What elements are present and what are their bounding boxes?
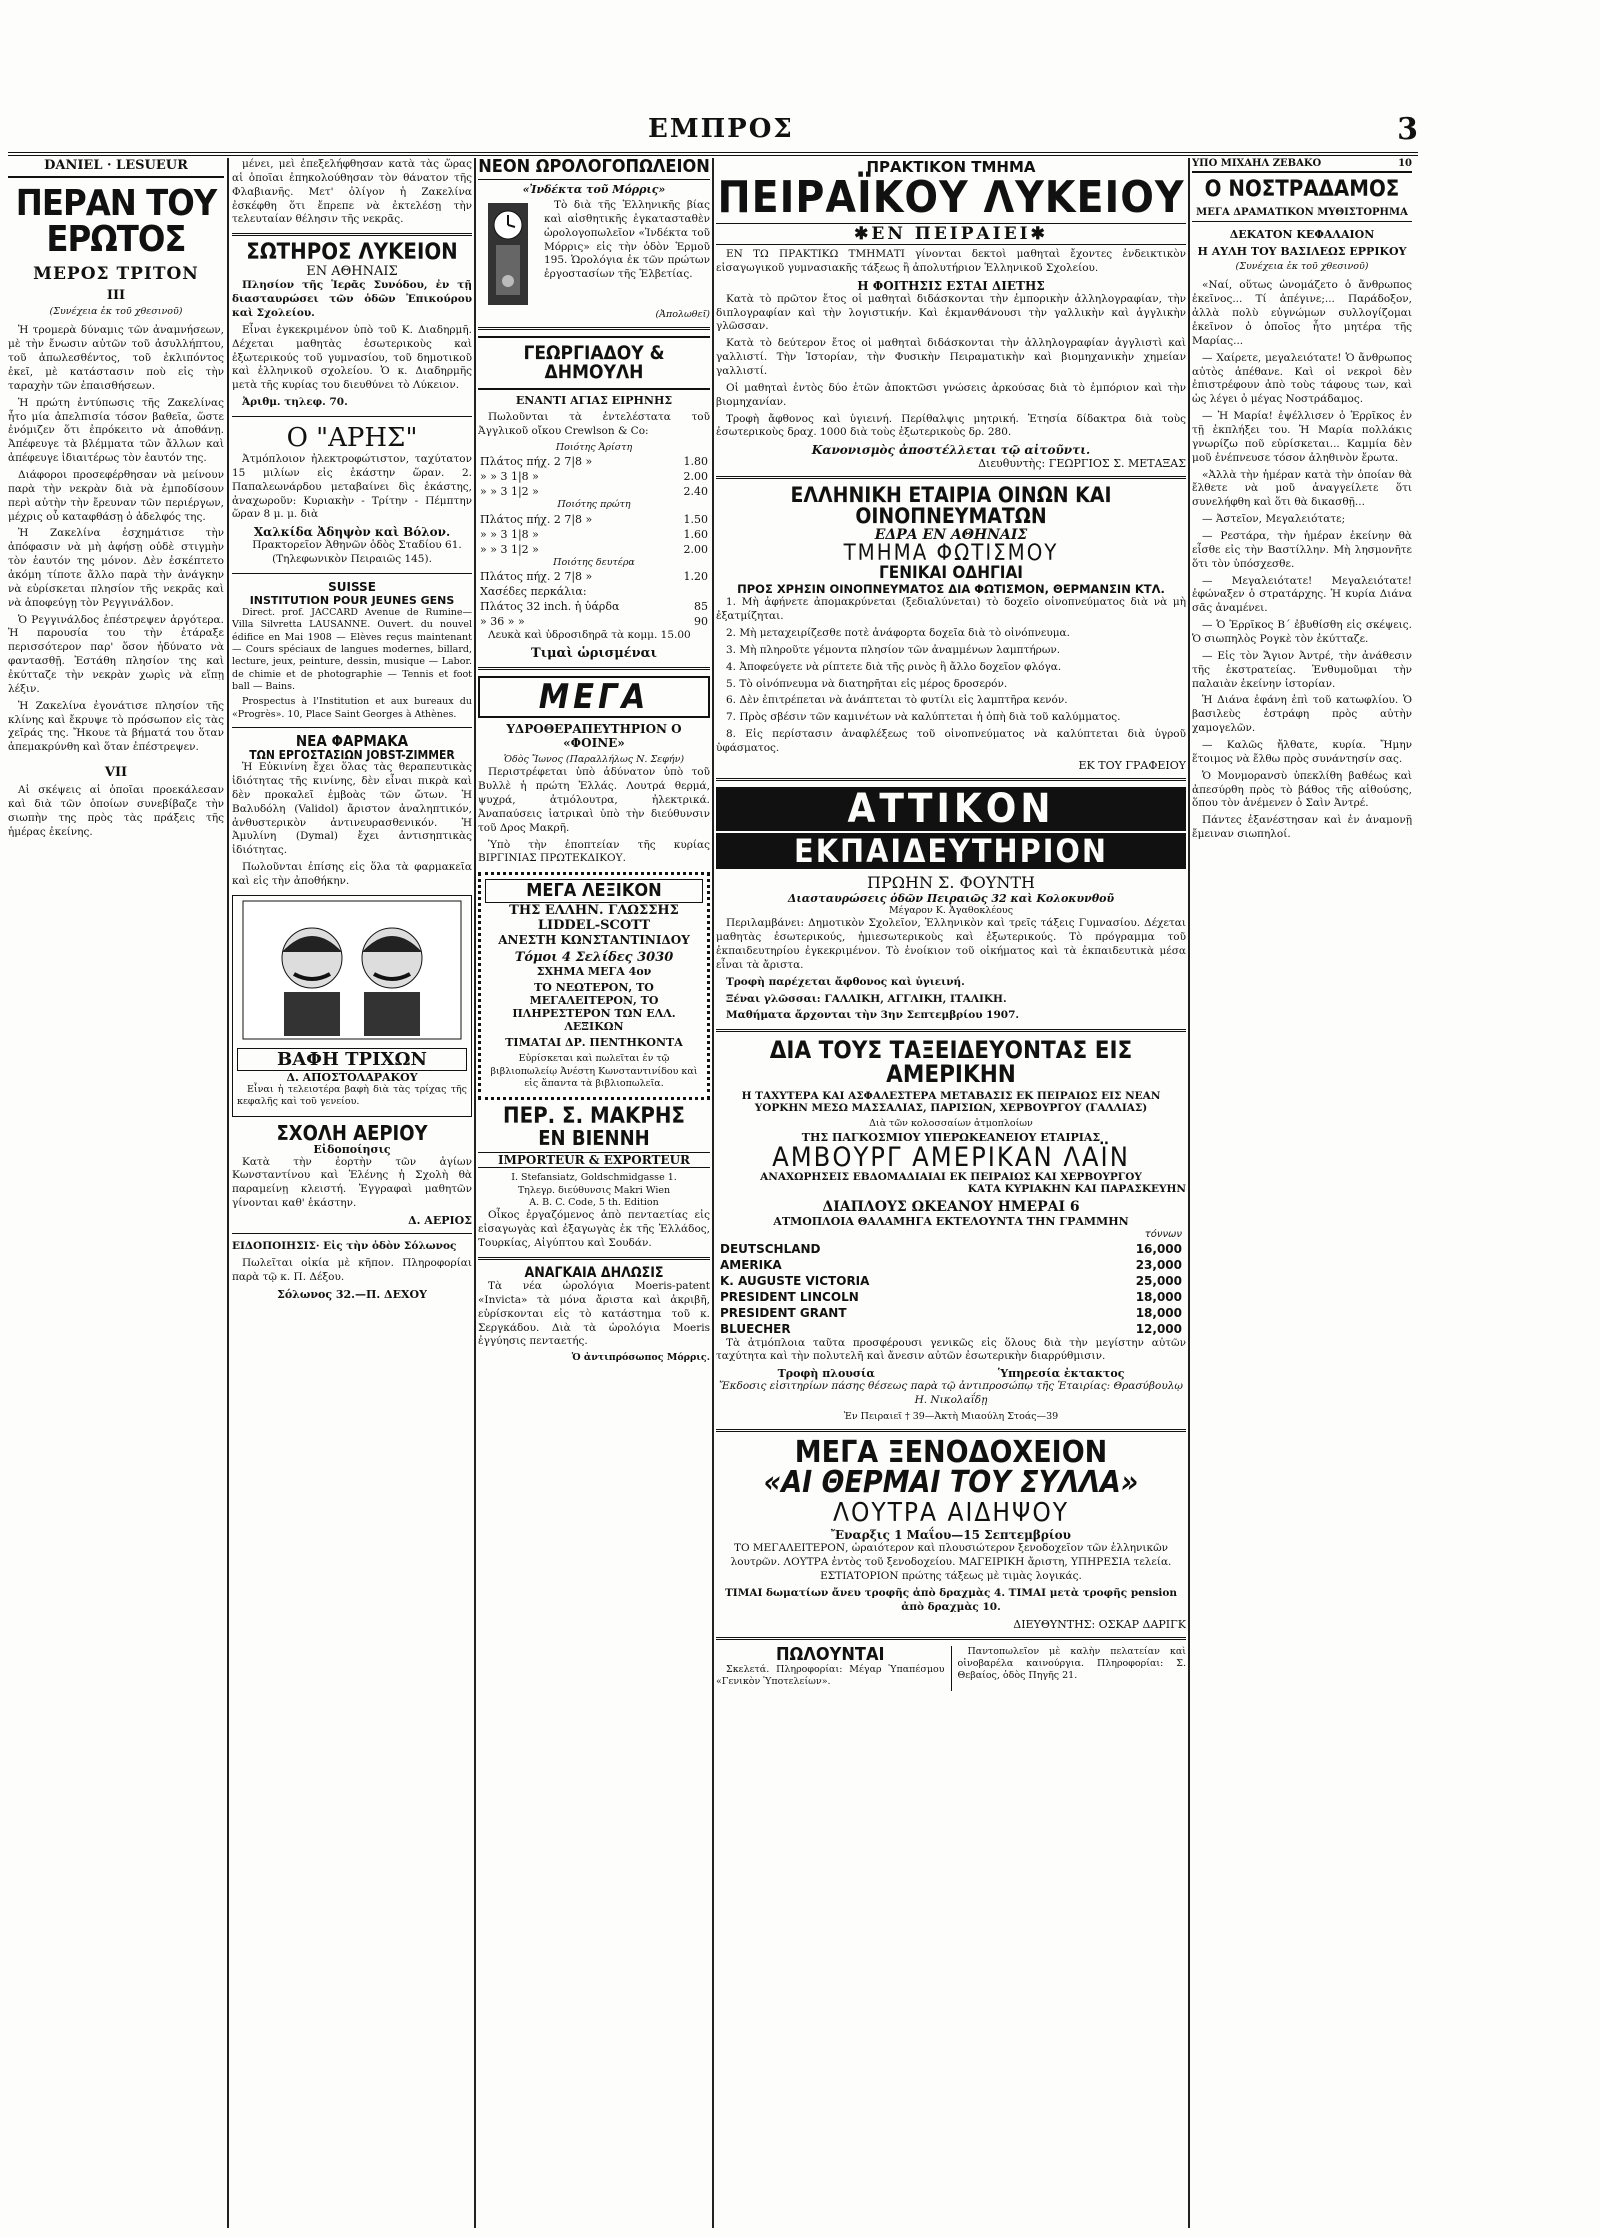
- ad-title: ΒΑΦΗ ΤΡΙΧΩΝ: [237, 1048, 467, 1071]
- ad-item: 3. Μὴ πληροῦτε γέμοντα πλησίον τῶν ἀναμμένων λαμπτήρων.: [726, 643, 1061, 656]
- ad-city: ✱ΕΝ ΠΕΙΡΑΙΕΙ✱: [716, 223, 1186, 245]
- ad-title: ΠΕΡ. Σ. ΜΑΚΡΗΣ: [503, 1104, 685, 1130]
- ad-phone: Ἀριθμ. τηλεφ. 70.: [242, 396, 348, 409]
- ad-body: Πωλεῖται οἰκία μὲ κῆπον. Πληροφορίαι παρὰ τῷ κ. Π. Δέξου.: [232, 1256, 472, 1283]
- price-value: 2.00: [683, 470, 708, 484]
- column-rule: [227, 158, 229, 2228]
- ad-guidelines: ΓΕΝΙΚΑΙ ΟΔΗΓΙΑΙ: [879, 563, 1023, 584]
- ad-body: Περιστρέφεται ὑπὸ ἀδύνατον ὑπὸ τοῦ Βυλλὲ ἡ πρώτη Ἑλλάς. Λουτρά θερμά, ψυχρά, ἀτμόλουτρα, ἠλεκτρικά. Ἀναπαύσεις ἰατρικαὶ ὑπὸ τὴν διεύθυνσιν τοῦ Δρος Μακρῆ.: [478, 766, 710, 834]
- price-value: 2.00: [683, 542, 708, 556]
- ship-name: AMERIKA: [720, 1257, 782, 1272]
- hair-dye-ad: [232, 895, 472, 1117]
- price-value: [672, 584, 710, 599]
- ad-regulations: Κανονισμὸς ἀποστέλλεται τῷ αἰτοῦντι.: [811, 443, 1091, 458]
- ad-item: Κατὰ τὸ δεύτερον ἔτος οἱ μαθηταὶ διδάσκονται τὴν ἀλληλογραφίαν ἀγγλιστὶ καὶ γαλλιστί. Τὴν Ἱστορίαν, τὴν Φυσικὴν Πειραματικὴν καὶ βιομηχανικὴν χημείαν γαλλιστί.: [716, 337, 1186, 378]
- author-line: ΥΠΟ ΜΙΧΑΗΛ ΖΕΒΑΚΟ: [1192, 158, 1322, 169]
- ad-title: ΕΙΔΟΠΟΙΗΣΙΣ· Εἰς τὴν ὁδὸν Σόλωνος: [232, 1240, 457, 1252]
- ad-signature: Ὁ ἀντιπρόσωπος Μόρρις.: [571, 1352, 710, 1364]
- ad-kind: IMPORTEUR & EXPORTEUR: [478, 1152, 710, 1168]
- ad-purpose: ΠΡΟΣ ΧΡΗΣΙΝ ΟΙΝΟΠΝΕΥΜΑΤΟΣ ΔΙΑ ΦΩΤΙΣΜΟΝ, ΘΕΡΜΑΝΣΙΝ ΚΤΛ.: [737, 582, 1165, 597]
- table-row: [478, 454, 710, 469]
- ad-footer: Εὑρίσκεται καὶ πωλεῖται ἐν τῷ βιβλιοπωλείῳ Ἀνέστη Κωνσταντινίδου καὶ εἰς ἅπαντα τὰ βιβλιοπωλεῖα.: [490, 1053, 698, 1089]
- price-desc: » » 3 1|2 »: [480, 485, 539, 499]
- price-desc: » » 3 1|2 »: [480, 542, 539, 556]
- ad-title: ΓΕΩΡΓΙΑΔΟΥ & ΔΗΜΟΥΛΗ: [478, 336, 710, 390]
- ad-dept: ΤΜΗΜΑ ΦΩΤΙΣΜΟΥ: [843, 541, 1059, 567]
- table-row: [478, 569, 710, 584]
- ad-hotel-name: «ΑΙ ΘΕΡΜΑΙ ΤΟΥ ΣΥΛΛΑ»: [763, 1465, 1139, 1501]
- table-row: [716, 1241, 1186, 1257]
- price-table: [478, 454, 710, 499]
- chapter-number: VII: [104, 765, 128, 781]
- clock-shop-ad: [478, 158, 710, 321]
- paragraph: Ἡ πρώτη ἐντύπωσις τῆς Ζακελίνας ἦτο μία ἀπελπισία τόσον βαθεῖα, ὥστε ἐνόμιζεν ὅτι ἐπρόκειτο νὰ ἀποθάνῃ. Ἀπέφευγε τὰ βλέμματα τῶν ἄλλων καὶ ἀπέφευγε ἰδιαιτέρως τὸν ἑαυτόν της.: [8, 396, 224, 465]
- ad-subtitle: ΥΔΡΟΘΕΡΑΠΕΥΤΗΡΙΟΝ Ο «ΦΟΙΝΕ»: [506, 721, 682, 750]
- price-value: 85: [694, 600, 708, 614]
- wine-company-ad: [716, 485, 1186, 772]
- ad-subtitle: ΕΔΡΑ ΕΝ ΑΘΗΝΑΙΣ: [874, 527, 1028, 544]
- ad-item: 2. Μὴ μεταχειρίζεσθε ποτὲ ἀνάφορτα δοχεῖα διὰ τὸ οἰνόπνευμα.: [726, 627, 1070, 640]
- ship-tonnage: 18,000: [1135, 1305, 1182, 1320]
- paragraph: Ἡ Διάνα ἐφάνη ἐπὶ τοῦ κατωφλίου. Ὁ βασιλεὺς ἐστράφη πρὸς αὐτὴν χαμογελῶν.: [1192, 694, 1412, 735]
- price-value: 1.50: [683, 512, 708, 526]
- serial-column-zevako: [1192, 158, 1412, 2228]
- for-sale-ad: [716, 1643, 1186, 1692]
- pharmaceuticals-ad: [232, 734, 472, 889]
- ad-days: ΚΑΤΑ ΚΥΡΙΑΚΗΝ ΚΑΙ ΠΑΡΑΣΚΕΥΗΝ: [967, 1182, 1186, 1195]
- ad-body: Περιλαμβάνει: Δημοτικὸν Σχολεῖον, Ἑλληνικὸν καὶ τρεῖς τάξεις Γυμνασίου. Δέχεται μαθητὰς ἐσωτερικούς, ἡμιεσωτερικοὺς καὶ ἐξωτερικούς. Τὸ πρόγραμμα τοῦ ἐκπαιδευτηρίου ἐγκεκριμένον. Τὸ ἐνοίκιον τοῦ οἰκήματος καὶ τὰ ἐκπαιδευτικὰ μέσα εἶναι τὰ ἄριστα.: [716, 917, 1186, 971]
- ad-item: Οἱ μαθηταὶ ἐντὸς δύο ἐτῶν ἀποκτῶσι γνώσεις ἀρκούσας διὰ τὸ ἐμπόριον καὶ τὴν βιομηχανίαν.: [716, 381, 1186, 408]
- table-row: [716, 1321, 1186, 1337]
- ship-tonnage: 18,000: [1135, 1289, 1182, 1304]
- ad-owner: Μέγαρον Κ. Ἀγαθοκλέους: [888, 904, 1014, 916]
- byline-row: [1192, 158, 1412, 173]
- paragraph: Ὁ Μονμορανσὺ ὑπεκλίθη βαθέως καὶ ἀπεσύρθη πρὸς τὸ βάθος τῆς αἰθούσης, ὅπου τὸν ἀνέμενεν ὁ Σαὶν Ἀντρέ.: [1192, 769, 1412, 810]
- page-number: 3: [1397, 112, 1418, 147]
- divider: [232, 233, 472, 236]
- ad-subtitle: ΑΝΕΣΤΗ ΚΩΝΣΤΑΝΤΙΝΙΔΟΥ: [498, 933, 690, 948]
- table-row: [478, 542, 710, 557]
- ad-title: ΣΧΟΛΗ ΑΕΡΙΟΥ: [276, 1120, 428, 1145]
- price-desc: Πλάτος 32 inch. ἡ ὑάρδα: [480, 600, 620, 614]
- ad-via: Διὰ τῶν κολοσσαίων ἀτμοπλοίων: [869, 1118, 1033, 1130]
- ad-director: Διευθυντὴς: ΓΕΩΡΓΙΟΣ Σ. ΜΕΤΑΞΑΣ: [978, 457, 1186, 471]
- ad-title: ΣΩΤΗΡΟΣ ΛΥΚΕΙΟΝ: [246, 240, 458, 266]
- ad-body: Εἶναι ἡ τελειοτέρα βαφὴ διὰ τὰς τρίχας τῆς κεφαλῆς καὶ τοῦ γενείου.: [237, 1083, 467, 1108]
- ad-duration: Η ΦΟΙΤΗΣΙΣ ΕΣΤΑΙ ΔΙΕΤΗΣ: [857, 278, 1045, 293]
- ad-languages: Ξέναι γλῶσσαι: ΓΑΛΛΙΚΗ, ΑΓΓΛΙΚΗ, ΙΤΑΛΙΚΗ.: [726, 992, 1007, 1005]
- paragraph: — Ρεστάρα, τὴν ἡμέραν ἐκείνην θὰ εἶσθε εἰς τὴν Βαστίλλην. Μὴ λησμονῆτε ὅτι τὸν ὑπόσχεσθε.: [1192, 529, 1412, 570]
- table-row: [478, 469, 710, 484]
- ad-maker: Δ. ΑΠΟΣΤΟΛΑΡΑΚΟΥ: [286, 1070, 418, 1084]
- ad-title: ΝΕΑ ΦΑΡΜΑΚΑ: [295, 732, 409, 751]
- ad-item: 7. Πρὸς σβέσιν τῶν καμινέτων νὰ καλύπτεται ἡ ὀπὴ διὰ τοῦ καλύμματος.: [726, 711, 1121, 724]
- ad-title: ΑΝΑΓΚΑΙΑ ΔΗΛΩΣΙΣ: [524, 1264, 664, 1281]
- ship-tonnage: 16,000: [1135, 1241, 1182, 1256]
- ad-body: ΤΟ ΜΕΓΑΛΕΙΤΕΡΟΝ, ὡραιότερον καὶ πλουσιώτερον ξενοδοχεῖον τῶν ἑλληνικῶν λουτρῶν. ΛΟΥΤΡΑ ἐντὸς τοῦ ξενοδοχείου. ΜΑΓΕΙΡΙΚΗ ἄριστη, ΥΠΗΡΕΣΙΑ τελεία. ΕΣΤΙΑΤΟΡΙΟΝ πρώτης τάξεως μὲ τιμὰς λογικάς.: [730, 1542, 1172, 1583]
- ad-intro: ΕΝ ΤΩ ΠΡΑΚΤΙΚΩ ΤΜΗΜΑΤΙ γίνονται δεκτοὶ μαθηταὶ ἔχοντες ἐνδεικτικὸν εἰσαγωγικοῦ γυμνασιακῆς τάξεως ἢ ἀπολυτήριον Ἑλληνικοῦ Σχολείου.: [716, 248, 1186, 274]
- piraeus-lyceum-ad: [716, 158, 1186, 470]
- serial-continuation: μένει, μεὶ ἐπεξελήφθησαν κατὰ τὰς ὥρας αἱ ὁποῖαι ἐπηκολούθησαν τὸν θάνατον τῆς Φλαβιανῆς. Μετ' ὀλίγον ἡ Ζακελίνα ἐσκέφθη ὅτι ἔπρεπε νὰ ἐκτελέσῃ τὴν τελευταίαν θέλησιν τῆς νεκρᾶς.: [232, 158, 472, 226]
- paragraph: — Ἡ Μαρία! ἐψέλλισεν ὁ Ἑρρῖκος ἐν τῇ ἐκπλήξει του. Ἡ Μαρία πολλάκις γνωρίζω ποῦ εὑρίσκεται... Καμμία δὲν μοῦ ἐνέπνευσε τόσον ἀληθινὸν ἔρωτα.: [1192, 410, 1412, 464]
- gas-school-ad: [232, 1120, 472, 1227]
- paragraph: Αἱ σκέψεις αἱ ὁποῖαι προεκάλεσαν καὶ διὰ τῶν ὁποίων συνεβίβαζε τὴν σιωπὴν της πρὸς τὰς πράξεις τῆς ἡμέρας ἐκείνης.: [8, 784, 224, 838]
- ad-body: Κατὰ τὴν ἐορτὴν τῶν ἁγίων Κωνσταντίνου καὶ Ἑλένης ἡ Σχολὴ θὰ παραμείνῃ κλειστή. Ἐγγραφαὶ μαθητῶν γίνονται καθ' ἑκάστην.: [232, 1155, 472, 1210]
- ads-column-2: [232, 158, 472, 2228]
- ad-cost: ΤΙΜΑΤΑΙ ΔΡ. ΠΕΝΤΗΚΟΝΤΑ: [505, 1036, 683, 1050]
- table-row: [716, 1257, 1186, 1273]
- ad-title: ΝΕΟΝ ΩΡΟΛΟΓΟΠΩΛΕΙΟΝ: [478, 158, 710, 180]
- price-group-label: Ποιότης Ἀρίστη: [555, 442, 633, 454]
- ad-body: Εἶναι ἐγκεκριμένον ὑπὸ τοῦ Κ. Διαδηρμῆ. Δέχεται μαθητὰς ἐσωτερικοὺς καὶ ἐξωτερικούς τοῦ γυμνασίου, τοῦ δημοτικοῦ καὶ ἑλληνικοῦ σχολείου. Ὁ κ. Διαδηρμῆς μετὰ τῆς κυρίας του διευθύνει τὸ Λύκειον.: [232, 323, 472, 392]
- ship-name: BLUECHER: [720, 1321, 791, 1336]
- ship-name: DEUTSCHLAND: [720, 1241, 821, 1256]
- continuation-note: (Συνέχεια ἐκ τοῦ χθεσινοῦ): [49, 306, 183, 317]
- ad-address: Πλησίον τῆς Ἱερᾶς Συνόδου, ἐν τῇ διασταυρώσει τῶν ὁδῶν Ἐπικούρου καὶ Σχολείου.: [232, 279, 472, 320]
- divider: [232, 1233, 472, 1234]
- ship-tonnage: 23,000: [1135, 1257, 1182, 1272]
- makris-vienna-ad: [478, 1106, 710, 1251]
- ad-title: ΕΚΠΑΙΔΕΥΤΗΡΙΟΝ: [716, 833, 1186, 869]
- paragraph: Ἡ Ζακελίνα ἐγονάτισε πλησίον τῆς κλίνης καὶ ἔκρυψε τὸ πρόσωπον εἰς τὰς χεῖράς της. Ἤκουε τὰ βήματά του ὅταν ἀπεμακρύνθη καὶ ὅταν ἐπέστρεψεν.: [8, 699, 224, 754]
- ad-subtitle: LIDDEL-SCOTT: [537, 918, 651, 934]
- ad-price: Τόμοι 4 Σελίδες 3030: [514, 950, 674, 966]
- ship-name: PRESIDENT LINCOLN: [720, 1289, 859, 1304]
- ad-agent: Ἔκδοσις εἰσιτηρίων πάσης θέσεως παρὰ τῷ ἀντιπροσώπῳ τῆς Ἑταιρίας: Θρασύβουλῳ Η. Νικολαΐδῃ: [719, 1380, 1183, 1407]
- serial-column-lesueur: [8, 158, 224, 2228]
- paragraph: Διάφοροι προσεφέρθησαν νὰ μείνουν παρὰ τὴν νεκρὰν διὰ νὰ ἐμποδίσουν περὶ αὐτὴν τὴν ἔρευναν τῶν περιέργων, μέχρις οὗ καταφθάσῃ ὁ ἀδελφός της.: [8, 468, 224, 523]
- ad-title: ΜΕΓΑ ΞΕΝΟΔΟΧΕΙΟΝ: [794, 1435, 1108, 1471]
- ad-signature: Δ. ΑΕΡΙΟΣ: [408, 1214, 472, 1227]
- divider: [716, 1029, 1186, 1032]
- ad-body: ΤΟ ΝΕΩΤΕΡΟΝ, ΤΟ ΜΕΓΑΛΕΙΤΕΡΟΝ, ΤΟ ΠΛΗΡΕΣΤΕΡΟΝ ΤΩΝ ΕΛΛ. ΛΕΞΙΚΩΝ: [512, 981, 676, 1034]
- tons-header: τόννων: [1144, 1228, 1182, 1240]
- table-row: [716, 1273, 1186, 1289]
- chapter-title: Η ΑΥΛΗ ΤΟΥ ΒΑΣΙΛΕΩΣ ΕΡΡΙΚΟΥ: [1197, 245, 1407, 258]
- ad-ships-title: ΑΤΜΟΠΛΟΙΑ ΘΑΛΑΜΗΓΑ ΕΚΤΕΛΟΥΝΤΑ ΤΗΝ ΓΡΑΜΜΗΝ: [773, 1214, 1129, 1228]
- price-table: [478, 569, 710, 629]
- table-row: [478, 614, 710, 629]
- ad-start: Μαθήματα ἄρχονται τὴν 3ην Σεπτεμβρίου 1907.: [726, 1009, 1020, 1022]
- lexicon-ad: [478, 872, 710, 1100]
- price-desc: » 36 » »: [480, 615, 525, 629]
- paragraph: — Ὁ Ἑρρῖκος Β΄ ἐβυθίσθη εἰς σκέψεις. Ὁ σιωπηλὸς Ρογκὲ τὸν ἐκύτταζε.: [1192, 619, 1412, 645]
- divider: [716, 1429, 1186, 1432]
- paragraph: — Ἀστεῖον, Μεγαλειότατε;: [1202, 513, 1346, 526]
- price-value: 1.60: [683, 527, 708, 541]
- ad-food: Τροφὴ παρέχεται ἄφθονος καὶ ὑγιεινή.: [726, 975, 965, 988]
- fixed-prices-label: Τιμαὶ ὡρισμέναι: [531, 645, 657, 661]
- twin-portrait-illustration: [237, 900, 467, 1040]
- price-value: 1.20: [683, 570, 708, 584]
- chapter-number: ΔΕΚΑΤΟΝ ΚΕΦΑΛΑΙΟΝ: [1229, 228, 1375, 241]
- ad-baths: ΛΟΥΤΡΑ ΑΙΔΗΨΟΥ: [832, 1498, 1070, 1529]
- ad-item: 1. Μὴ ἀφήνετε ἀπομακρύνεται (ξεδιαλύνεται) τὸ δοχεῖο οἰνοπνεύματος διὰ νὰ μὴ ἐξατμίζηται.: [716, 596, 1186, 623]
- serial-title: Ο ΝΟΣΤΡΑΔΑΜΟΣ: [1204, 177, 1400, 202]
- divider: [232, 573, 472, 574]
- price-table: [478, 512, 710, 557]
- ad-telegraph: Τηλεγρ. διεύθυνσις Makri Wien: [517, 1184, 671, 1196]
- divider: [478, 667, 710, 670]
- ad-title: ΕΛΛΗΝΙΚΗ ΕΤΑΙΡΙΑ ΟΙΝΩΝ ΚΑΙ ΟΙΝΟΠΝΕΥΜΑΤΩΝ: [790, 483, 1112, 529]
- price-desc: Πλάτος πήχ. 2 7|8 »: [480, 455, 593, 469]
- ad-item: 6. Δὲν ἐπιτρέπεται νὰ ἀνάπτεται τὸ φυτίλι εἰς λαμπτῆρα κενόν.: [726, 694, 1068, 707]
- ad-season: Ἔναρξις 1 Μαΐου—15 Σεπτεμβρίου: [831, 1528, 1071, 1543]
- masthead: [8, 112, 1418, 156]
- ad-body: Λευκὰ καὶ ὑδροσιδηρᾶ τὰ κομμ. 15.00: [488, 629, 691, 642]
- ad-prices: ΤΙΜΑΙ δωματίων ἄνευ τροφῆς ἀπὸ δραχμὰς 4. ΤΙΜΑΙ μετὰ τροφῆς pension ἀπὸ δραχμὰς 10.: [724, 1586, 1178, 1613]
- ad-footer: Πωλοῦνται ἐπίσης εἰς ὅλα τὰ φαρμακεῖα καὶ εἰς τὴν ἀποθήκην.: [232, 861, 472, 888]
- episode-number: 10: [1398, 158, 1412, 169]
- ad-subtitle: «Ἰνδέκτα τοῦ Μόρρις»: [522, 183, 666, 196]
- ad-title: ΠΕΙΡΑΪΚΟΥ ΛΥΚΕΙΟΥ: [717, 172, 1185, 223]
- ad-subtitle: ΕΝ ΑΘΗΝΑΙΣ: [306, 264, 398, 280]
- paragraph: Ἡ τρομερὰ δύναμις τῶν ἀναμνήσεων, μὲ τὴν ἔνωσιν αὐτῶν τοῦ ἀσυλλήπτου, τοῦ ἀπωλεσθέντος, τοῦ ἐκλιπόντος ἐκεῖ, μὲ κατάστασιν ποὺ εἰς τὴν ταραχὴν τῶν ἐπαισθήσεων.: [8, 324, 224, 392]
- column-rule: [712, 158, 714, 2228]
- georgiadou-dimouli-ad: [478, 336, 710, 661]
- ad-signature: (Ἀπολωθεῖ): [655, 309, 710, 320]
- ship-name: PRESIDENT GRANT: [720, 1305, 847, 1320]
- ad-former: ΠΡΩΗΝ Σ. ΦΟΥΝΤΗ: [867, 872, 1035, 892]
- paragraph: «Ναί, οὕτως ὠνομάζετο ὁ ἄνθρωπος ἐκεῖνος... Τί ἀπέγινε;... Παράδοξον, ἀλλὰ πολὺ εὐγνώμων συλλογίζομαι ἐκεῖνον ὁ ὁποῖος ἦτο μητέρα τῆς Μαρίας...: [1192, 279, 1412, 347]
- table-row: [716, 1305, 1186, 1321]
- divider: [716, 778, 1186, 781]
- ad-company: ΤΗΣ ΠΑΓΚΟΣΜΙΟΥ ΥΠΕΡΩΚΕΑΝΕΙΟΥ ΕΤΑΙΡΙΑΣ: [801, 1130, 1101, 1144]
- ad-title: INSTITUTION POUR JEUNES GENS: [249, 594, 455, 608]
- paragraph: — Χαίρετε, μεγαλειότατε! Ὁ ἄνθρωπος αὐτὸς ἀπέθανε. Καὶ οἱ νεκροὶ δὲν ἐπιστρέφουν ἀπὸ τοὺς τάφους των, καὶ ὡς λέγει ὁ μέγας Νοστράδαμος.: [1192, 351, 1412, 406]
- price-desc: Πλάτος πήχ. 2 7|8 »: [480, 512, 593, 526]
- ad-line-name: ΑΜΒΟΥΡΓ ΑΜΕΡΙΚΑΝ ΛΑΪΝ: [772, 1141, 1130, 1173]
- ad-title: ΤΩΝ ΕΡΓΟΣΤΑΣΙΩΝ JOBST-ZIMMER: [249, 748, 455, 763]
- ad-item: 5. Τὸ οἰνόπνευμα νὰ διατηρῆται εἰς μέρος δροσερόν.: [726, 677, 1008, 690]
- paragraph: — Μεγαλειότατε! Μεγαλειότατε! ἐφώναξεν ὁ στρατάρχης. Ἡ κυρία Διάνα σᾶς ἀναμένει.: [1192, 574, 1412, 615]
- ad-title: ΜΕΓΑ: [478, 676, 710, 718]
- necessary-statement-ad: [478, 1266, 710, 1365]
- price-group-label: Ποιότης δευτέρα: [553, 556, 635, 568]
- ad-director: ΔΙΕΥΘΥΝΤΗΣ: ΟΣΚΑΡ ΔΑΡΙΓΚ: [1013, 1617, 1186, 1631]
- price-value: 2.40: [683, 485, 708, 499]
- ad-footer: Prospectus à l'Institution et aux bureaux du «Progrès». 10, Place Saint Georges à Athènes.: [232, 696, 472, 720]
- divider: [716, 1637, 1186, 1640]
- ad-title: SUISSE: [328, 580, 376, 595]
- ad-body: Τὰ ἀτμόπλοια ταῦτα προσφέρουσι γενικῶς εἰς ὅλους διὰ τὴν μεγίστην αὐτῶν ταχύτητα καὶ τὴν πολυτελῆ καὶ ἄνεσιν αὐτῶν ἐσωτερικὴν διαρρύθμισιν.: [716, 1336, 1186, 1363]
- ad-subtitle: Εἰδοποίησις: [313, 1142, 391, 1156]
- paragraph: Πάντες ἐξανέστησαν καὶ ἐν ἀναμονῇ ἔμειναν σιωπηλοί.: [1192, 814, 1412, 841]
- hotel-ad: [716, 1435, 1186, 1631]
- table-row: [478, 599, 710, 614]
- ad-note: ΣΧΗΜΑ ΜΕΓΑ 4ον: [536, 965, 652, 979]
- ad-title: Ο "ΑΡΗΣ": [286, 423, 418, 454]
- ad-ocean: ΔΙΑΠΛΟΥΣ ΩΚΕΑΝΟΥ ΗΜΕΡΑΙ 6: [822, 1198, 1080, 1215]
- ad-food: Τροφὴ πλουσία: [777, 1367, 875, 1381]
- ad-title: ΜΕΓΑ ΛΕΞΙΚΟΝ: [485, 879, 703, 903]
- ad-service: Ὑπηρεσία ἐκτακτος: [998, 1367, 1125, 1381]
- paragraph: «Ἀλλὰ τὴν ἡμέραν κατὰ τὴν ὁποίαν θὰ ἔλθετε νὰ μοῦ ἀναγγείλετε ὅτι συνελήφθη καὶ ὅτι θὰ δικασθῇ...: [1192, 468, 1412, 509]
- ad-title: ΠΩΛΟΥΝΤΑΙ: [776, 1643, 885, 1665]
- ad-body: Παντοπωλεῖον μὲ καλὴν πελατείαν καὶ οἰνοβαρέλα καινούργια. Πληροφορίαι: Σ. Θεβαίος, ὁδὸς Πηγῆς 21.: [957, 1645, 1186, 1682]
- table-row: [716, 1289, 1186, 1305]
- divider: [478, 327, 710, 330]
- price-value: 90: [694, 615, 708, 629]
- paragraph: — Καλῶς ἤλθατε, κυρία. Ἤμην ἕτοιμος νὰ ἔλθω πρὸς συνάντησίν σας.: [1192, 738, 1412, 765]
- ad-schedule: ΑΝΑΧΩΡΗΣΕΙΣ ΕΒΔΟΜΑΔΙΑΙΑΙ ΕΚ ΠΕΙΡΑΙΩΣ ΚΑΙ ΧΕΡΒΟΥΡΓΟΥ: [760, 1170, 1142, 1183]
- ad-body: Direct. prof. JACCARD Avenue de Rumine—Villa Silvretta LAUSANNE. Ouvert. du nouvel édifice en Mai 1908 — Elèves reçus maintenant — Cours spéciaux de langues modernes, billard, lecture, jeux, peinture, dessin, musique — Labor. de chimie et de photographie — Tennis et foot ball — Bains.: [232, 607, 472, 693]
- paragraph: Ὁ Ρεγγινάλδος ἐπέστρεψεν ἀργότερα. Ἡ παρουσία του τὴν ἐτάραξε περισσότερον παρ' ὅσον ἠδύνατο νὰ φαντασθῇ. Ἐστάθη πλησίον της καὶ ἐκύτταζε τὴν νεκρὰν χωρὶς νὰ εἴπῃ λέξιν.: [8, 613, 224, 695]
- paragraph: Ἡ Ζακελίνα ἐσχημάτισε τὴν ἀπόφασιν νὰ μὴ ἀφήσῃ οὐδὲ στιγμὴν τὸν ἑαυτόν της μόνον. Δὲν ἐσκέπτετο ἀκόμη τίποτε ἄλλο παρὰ τὴν ἀνάγκην νὰ εὑρίσκεται πλησίον τῆς νεκρᾶς καὶ νὰ ἀποφεύγῃ τὸν Ρεγγινάλδον.: [8, 527, 224, 609]
- ad-body: Σκελετά. Πληροφορίαι: Μέγαρ Ὑπαπέσμου «Γενικὸν Ὑποτελείων».: [716, 1663, 945, 1688]
- hamburg-america-ad: [716, 1038, 1186, 1423]
- column-rule: [474, 158, 476, 2228]
- ad-address: Ἐν Πειραιεῖ † 39—Ἀκτὴ Μιαούλη Στοάς—39: [843, 1411, 1059, 1423]
- ad-section: ΠΡΑΚΤΙΚΟΝ ΤΜΗΜΑ: [866, 158, 1036, 176]
- ares-steamer-ad: [232, 423, 472, 567]
- ad-body: Ἡ Εὐκινίνη ἔχει ὅλας τὰς θεραπευτικὰς ἰδιότητας τῆς κινίνης, δὲν εἶναι πικρὰ καὶ δὲν προκαλεῖ ἐμβοὰς τῶν ὤτων. Ἡ Βαλυδόλη (Validol) ἄριστον ἀναληπτικόν, ἀνθυστερικὸν ἀντινευρασθενικόν. Ἡ Ἀμυλίνη (Dymal) ἔχει ἀντισηπτικὰς ἰδιότητας.: [232, 761, 472, 857]
- price-value: 1.80: [683, 455, 708, 469]
- ad-body: Πωλοῦνται τὰ ἐντελέστατα τοῦ Ἀγγλικοῦ οἴκου Crewlson & Co:: [478, 411, 710, 438]
- ad-address: Ὁδὸς Ἴωνος (Παραλλήλως Ν. Σεφήν): [503, 753, 685, 765]
- attikon-school-ad: [716, 787, 1186, 1023]
- ad-address: Διασταυρώσεις ὁδῶν Πειραιῶς 32 καὶ Κολοκυνθοῦ: [787, 891, 1115, 905]
- ad-agent: Ὑπὸ τὴν ἐποπτείαν τῆς κυρίας ΒΙΡΓΙΝΙΑΣ ΠΡΩΤΕΚΔΙΚΟΥ.: [478, 838, 710, 865]
- ad-agent: Πρακτορεῖον Ἀθηνῶν ὁδὸς Σταδίου 61. (Τηλεφωνικὸν Πειραιῶς 145).: [252, 539, 462, 566]
- column-rule: [1188, 158, 1190, 2228]
- table-row: [478, 512, 710, 527]
- ad-title: ΔΙΑ ΤΟΥΣ ΤΑΞΕΙΔΕΥΟΝΤΑΣ ΕΙΣ ΑΜΕΡΙΚΗΝ: [769, 1036, 1133, 1089]
- price-desc: Πλάτος πήχ. 2 7|8 »: [480, 570, 593, 584]
- price-desc: Χασέδες περκάλια:: [480, 585, 587, 599]
- ad-item: Κατὰ τὸ πρῶτον ἔτος οἱ μαθηταὶ διδάσκονται τὴν ἐμπορικὴν ἀλληλογραφίαν, τὴν διπλογραφίαν καὶ τὴν λογιστικήν. Καὶ ἐκμανθάνουσι τὴν γαλλικὴν καὶ ἀγγλικὴν γλῶσσαν.: [716, 292, 1186, 333]
- table-header: [716, 1228, 1186, 1241]
- ad-item: 4. Ἀποφεύγετε νὰ ρίπτετε διὰ τῆς ρινὸς ἢ ἄλλο δοχεῖον φλόγα.: [726, 660, 1062, 673]
- hydrotherapy-ad: [478, 676, 710, 866]
- ad-route: Η ΤΑΧΥΤΕΡΑ ΚΑΙ ΑΣΦΑΛΕΣΤΕΡΑ ΜΕΤΑΒΑΣΙΣ ΕΚ ΠΕΙΡΑΙΩΣ ΕΙΣ ΝΕΑΝ ΥΟΡΚΗΝ ΜΕΣΩ ΜΑΣΣΑΛΙΑΣ, ΠΑΡΙΣΙΩΝ, ΧΕΡΒΟΥΡΓΟΥ (ΓΑΛΛΙΑΣ): [741, 1090, 1161, 1115]
- ad-code: A. B. C. Code, 5 th. Edition: [529, 1197, 659, 1209]
- ad-body: Ἀτμόπλοιον ἠλεκτροφώτιστον, ταχύτατον 15 μιλίων εἰς ἑκάστην ὥραν. 2. Παπαλεωνάρδου μεταβαίνει δὶς ἑκάστης, ἀναχωροῦν: Κυριακὴν - Τρίτην - Πέμπτην ὥραν 8 μ. μ. διὰ: [232, 453, 472, 521]
- notice-ad: [232, 1240, 472, 1301]
- divider: [232, 416, 472, 417]
- chapter-number: III: [106, 288, 126, 303]
- author-line: DANIEL · LESUEUR: [8, 158, 224, 178]
- soteros-lyceum-ad: [232, 242, 472, 410]
- price-desc: » » 3 1|8 »: [480, 470, 539, 484]
- price-group-label: Ποιότης πρώτη: [557, 499, 631, 511]
- ads-column-4: [716, 158, 1186, 2228]
- table-row: [478, 484, 710, 499]
- continuation-note: (Συνέχεια ἐκ τοῦ χθεσινοῦ): [1235, 261, 1369, 272]
- serial-subtitle: ΜΕΓΑ ΔΡΑΜΑΤΙΚΟΝ ΜΥΘΙΣΤΟΡΗΜΑ: [1192, 207, 1412, 222]
- ship-tonnage: 12,000: [1135, 1321, 1182, 1336]
- ad-body: Τὰ νέα ὡρολόγια Moeris-patent «Invicta» τὰ μόνα ἄριστα καὶ ἀκριβῆ, εὑρίσκονται εἰς τὸ κατάστημα τοῦ κ. Σεργκάδου. Διὰ τὰ ὡρολόγια Moeris ἐγγύησις πενταετής.: [478, 1279, 710, 1348]
- ad-subtitle: ΤΗΣ ΕΛΛΗΝ. ΓΛΩΣΣΗΣ: [509, 903, 679, 919]
- ad-signature: Σόλωνος 32.—Π. ΔΕΧΟΥ: [277, 1287, 427, 1301]
- paragraph: — Εἰς τὸν Ἄγιον Ἀντρέ, τὴν ἀνάθεσιν τῆς ἐκστρατείας. Ἐνθυμοῦμαι τὴν παλαιὰν ἐκείνην ἱστορίαν.: [1192, 649, 1412, 690]
- ship-name: K. AUGUSTE VICTORIA: [720, 1273, 870, 1288]
- serial-title: ΠΕΡΑΝ ΤΟΥ ΕΡΩΤΟΣ: [15, 183, 217, 260]
- ad-from: ΕΚ ΤΟΥ ΓΡΑΦΕΙΟΥ: [1078, 758, 1186, 772]
- table-row: [478, 584, 710, 599]
- divider: [478, 1257, 710, 1260]
- table-row: [478, 527, 710, 542]
- ad-body: Τὸ διὰ τῆς Ἑλληνικῆς βίας καὶ αἰσθητικῆς ἐγκατασταθὲν ὡρολογοπωλεῖον «Ἰνδέκτα τοῦ Μόρρις» εἰς τὴν ὁδὸν Ἑρμοῦ 195. Ὡρολόγια ἐκ τῶν πρώτων ἐργοστασίων τῆς Ἑλβετίας.: [544, 199, 710, 281]
- ad-body: Οἶκος ἐργαζόμενος ἀπὸ πενταετίας εἰς εἰσαγωγὰς καὶ ἐξαγωγὰς ἐκ τῆς Ἑλλάδος, Τουρκίας, Αἰγύπτου καὶ Σουδάν.: [478, 1209, 710, 1250]
- part-heading: ΜΕΡΟΣ ΤΡΙΤΟΝ: [33, 264, 199, 284]
- ad-route: Χαλκίδα Ἀδηψὸν καὶ Βόλον.: [253, 525, 451, 540]
- price-desc: » » 3 1|8 »: [480, 527, 539, 541]
- ad-subtitle: ΕΝΑΝΤΙ ΑΓΙΑΣ ΕΙΡΗΝΗΣ: [515, 394, 673, 408]
- ads-column-3: [478, 158, 710, 2228]
- divider: [232, 727, 472, 728]
- ad-address: I. Stefansiatz, Goldschmidgasse 1.: [511, 1172, 677, 1184]
- ad-title: ΑΤΤΙΚΟΝ: [716, 787, 1186, 831]
- ad-item: Τροφὴ ἄφθονος καὶ ὑγιεινή. Περίθαλψις μητρική. Ἐτησία δίδακτρα διὰ τοὺς ἐσωτερικοὺς δραχ. 1000 διὰ τοὺς ἐξωτερικοὺς δρ. 280.: [716, 412, 1186, 439]
- divider: [716, 476, 1186, 479]
- ad-subtitle: ΕΝ ΒΙΕΝΝΗ: [538, 1126, 650, 1151]
- grandfather-clock-illustration: [478, 199, 538, 309]
- suisse-institution-ad: [232, 580, 472, 721]
- ships-table: [716, 1228, 1186, 1337]
- newspaper-title: ΕΜΠΡΟΣ: [648, 114, 794, 144]
- ad-item: 8. Εἰς περίστασιν ἀναφλέξεως τοῦ οἰνοπνεύματος νὰ καλύπτεται διὰ ὑγροῦ ὑφάσματος.: [716, 728, 1186, 755]
- ship-tonnage: 25,000: [1135, 1273, 1182, 1288]
